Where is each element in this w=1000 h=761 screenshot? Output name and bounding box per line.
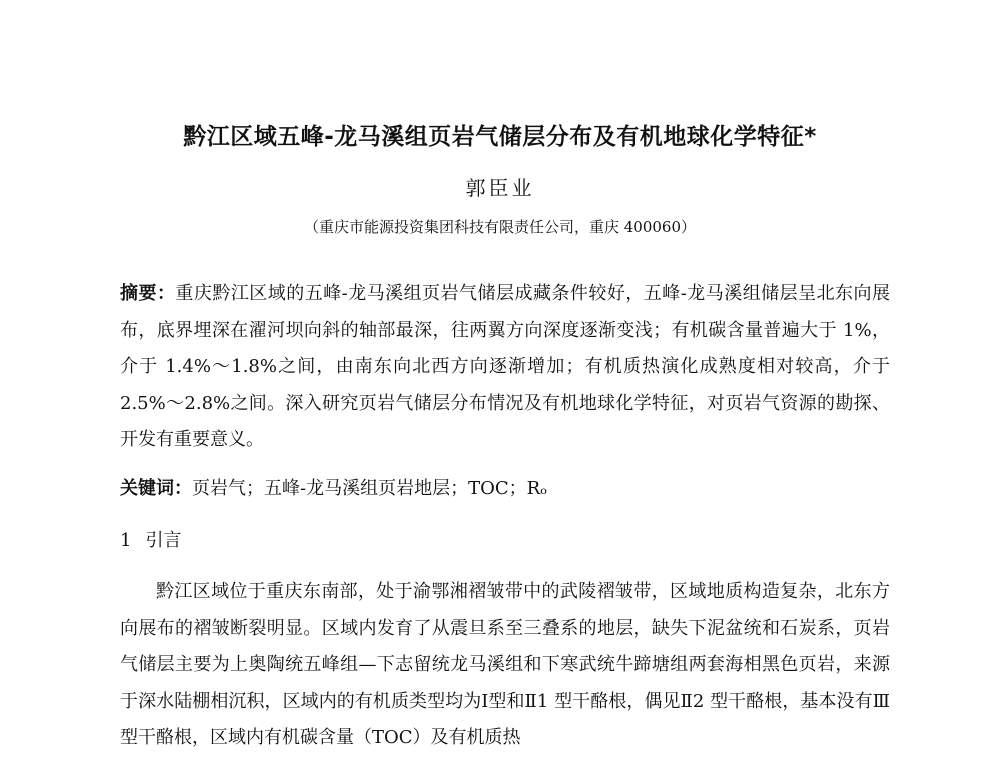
body-paragraph: 黔江区域位于重庆东南部，处于渝鄂湘褶皱带中的武陵褶皱带，区域地质构造复杂，北东方向展布的褶皱断裂明显。区域内发育了从震旦系至三叠系的地层，缺失下泥盆统和石炭系，页岩气储层主要为上奥陶统五峰组—下志留统龙马溪组和下寒武统牛蹄塘组两套海相黑色页岩，来源于深水陆棚相沉积，区域内的有机质类型均为Ⅰ型和Ⅱ1 型干酪根，偶见Ⅱ2 型干酪根，基本没有Ⅲ型干酪根，区域内有机碳含量（TOC）及有机质热 (120, 581, 890, 748)
abstract-label: 摘要： (120, 283, 176, 304)
keywords (120, 475, 890, 503)
paper-title: 黔江区域五峰-龙马溪组页岩气储层分布及有机地球化学特征* (183, 124, 817, 150)
author-affiliation: （重庆市能源投资集团科技有限责任公司，重庆 400060） (303, 218, 697, 236)
abstract (120, 276, 890, 459)
abstract-text: 重庆黔江区域的五峰-龙马溪组页岩气储层成藏条件较好，五峰-龙马溪组储层呈北东向展布，底界埋深在濯河坝向斜的轴部最深，往两翼方向深度逐渐变浅；有机碳含量普遍大于 1%，介于 1.4%～1.8%之间，由南东向北西方向逐渐增加；有机质热演化成熟度相对较高，介于 2.5%～2.8%之间。深入研究页岩气储层分布情况及有机地球化学特征，对页岩气资源的勘探、开发有重要意义。 (120, 283, 890, 450)
section-title: 引言 (145, 530, 182, 551)
section-number: 1 (120, 530, 132, 551)
keywords-label: 关键词： (120, 478, 192, 499)
section-heading (120, 527, 181, 555)
author-name: 郭臣业 (465, 176, 535, 200)
keywords-text: 页岩气；五峰-龙马溪组页岩地层；TOC；Rₒ (192, 478, 548, 499)
